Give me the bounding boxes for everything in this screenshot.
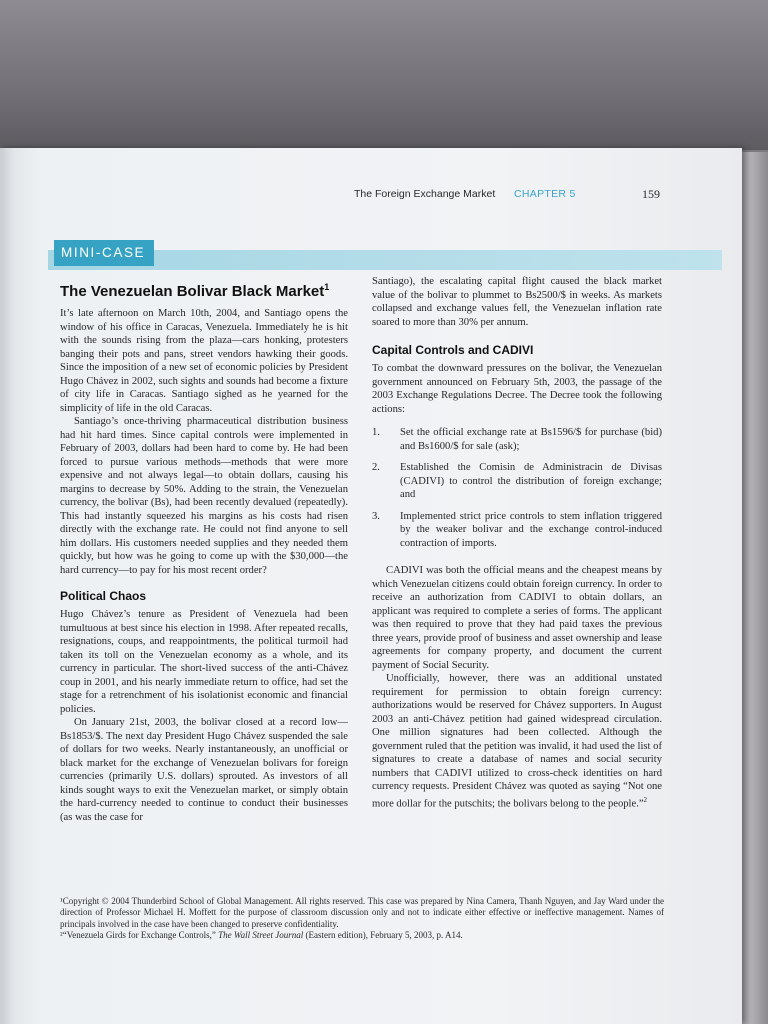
background-shadow [0,0,768,150]
footnotes [60,896,664,942]
page-number: 159 [642,187,660,201]
footnote-marker: 1 [324,282,330,292]
intro-paragraph: It’s late afternoon on March 10th, 2004, and Santiago opens the window of his office in Caracas, Venezuela. Immediately he is hit with the sounds rising from the plaza—cars honking, protesters banging their pots and pans, street vendors hawking their goods. Since the imposition of a new set of economic policies by President Hugo Chávez in 2002, such sights and sounds had become a fixture of city life in Caracas. Santiago sighed as he yearned for the simplicity of life in the old Caracas. [60,308,348,414]
body-paragraph [372,672,662,811]
body-paragraph: Hugo Chávez’s tenure as President of Venezuela had been tumultuous at best since his election in 1998. After repeated recalls, resignations, coups, and reappointments, the political turmoil had taken its toll on the Venezuelan economy as a whole, and its currency in particular. The short-lived success of the anti-Chávez coup in 2001, and his nearly immediate return to office, had set the stage for a retrenchment of his isolationist economic and financial policies. [60,609,348,715]
list-item-text: Established the Comisin de Administracin de Divisas (CADIVI) to control the distribution of foreign exchange; and [400,462,662,500]
body-paragraph: CADIVI was both the official means and the cheapest means by which Venezuelan citizens could obtain foreign currency. In order to receive an authorization from CADIVI to obtain dollars, an applicant was required to complete a series of forms. The applicant was then required to prove that they had paid taxes the previous three years, provide proof of business and asset ownership and lease agreements for company property, and document the current payment of Social Security. [372,565,662,671]
list-item-text: Set the official exchange rate at Bs1596/$ for purchase (bid) and Bs1600/$ for sale (ask); [400,427,662,452]
running-header-title: The Foreign Exchange Market [354,188,496,200]
list-item [372,426,662,453]
body-paragraph: Santiago), the escalating capital flight caused the black market value of the bolivar to plummet to Bs2500/$ in weeks. As markets collapsed and exchange values fell, the Venezuelan inflation rate soared to more than 30% per annum. [372,276,662,328]
footnote-2 [60,930,664,941]
footnote-marker: 2 [643,795,648,804]
book-page-edge [740,152,768,1024]
running-header-chapter: CHAPTER 5 [514,188,576,200]
body-paragraph: On January 21st, 2003, the bolivar closed at a record low—Bs1853/$. The next day President Hugo Chávez suspended the sale of dollars for two weeks. Nearly instantaneously, an unofficial or black market for the exchange of Venezuelan bolivars for foreign currencies (primarily U.S. dollars) sprouted. As investors of all kinds sought ways to exit the Venezuelan market, or simply obtain the hard-currency needed to continue to conduct their businesses (as was the case for [60,717,348,823]
case-title-text: The Venezuelan Bolivar Black Market [60,283,325,300]
section-heading-political-chaos: Political Chaos [60,589,147,603]
case-title [60,278,348,301]
footnote-2-suffix: (Eastern edition), February 5, 2003, p. A14. [305,930,463,941]
left-column [60,274,348,824]
footnote-2-prefix: ²“Venezuela Girds for Exchange Controls,” [60,930,216,941]
actions-list [372,426,662,550]
list-item [372,510,662,551]
minicase-tab: MINI-CASE [54,240,154,266]
list-number: 3. [372,510,380,522]
list-item [372,461,662,502]
list-item-text: Implemented strict price controls to stem inflation triggered by the weaker bolivar and the exchange control-induced contraction of imports. [400,510,662,549]
footnote-2-source: The Wall Street Journal [218,930,304,941]
body-paragraph: Santiago’s once-thriving pharmaceutical distribution business had hit hard times. Since capital controls were implemented in February of 2003, dollars had been hard to come by. He had been forced to pursue various methods—methods that were more expensive and not always legal—to obtain dollars, causing his margins to decrease by 50%. Adding to the strain, the Venezuelan currency, the bolivar (Bs), had been recently devalued (repeatedly). This had instantly squeezed his margins as his costs had risen directly with the exchange rate. He could not find anyone to sell him dollars. His customers needed supplies and they needed them quickly, but how was he going to come up with the $30,000—the hard currency—to pay for his most recent order? [60,416,348,576]
list-number: 2. [372,462,380,473]
body-paragraph: To combat the downward pressures on the bolivar, the Venezuelan government announced on February 5th, 2003, the passage of the 2003 Exchange Regulations Decree. The Decree took the following actions: [372,363,662,415]
list-number: 1. [372,427,380,438]
footnote-1: ¹Copyright © 2004 Thunderbird School of Global Management. All rights reserved. This case was prepared by Nina Camera, Thanh Nguyen, and Jay Ward under the direction of Professor Michael H. Moffett for the purpose of classroom discussion only and not to indicate either effective or ineffective management. Names of principals involved in the case have been changed to preserve confidentiality. [60,896,664,929]
section-heading-capital-controls: Capital Controls and CADIVI [372,343,534,357]
body-paragraph-text: Unofficially, however, there was an additional unstated requirement for permission to obtain foreign currency: authorizations would be reserved for Chávez supporters. In August 2003 an anti-Chávez petition had gained widespread circulation. One million signatures had been collected. Although the government ruled that the petition was invalid, it had used the list of signatures to create a database of names and social security numbers that CADIVI utilized to cross-check identities on hard currency requests. President Chávez was quoted as saying “Not one more dollar for the putschits; the bolivars belong to the people.” [372,673,662,810]
right-column [372,275,662,811]
